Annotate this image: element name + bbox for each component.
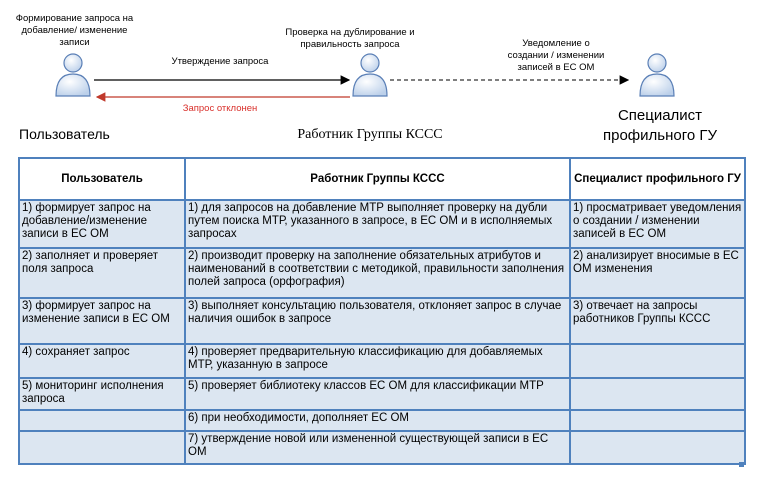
table-cell: 1) просматривает уведомления о создании / изменении записей в ЕС ОМ	[570, 200, 745, 248]
table-cell: 4) сохраняет запрос	[19, 344, 185, 378]
table-row	[19, 431, 745, 464]
notify-arrow-label: Уведомление о создании / изменении записей в ЕС ОМ	[507, 38, 605, 73]
table-resize-handle	[739, 462, 744, 467]
table-cell	[570, 431, 745, 464]
header-worker: Работник Группы КССС	[185, 158, 570, 200]
header-user: Пользователь	[19, 158, 185, 200]
table-cell	[570, 344, 745, 378]
table-cell: 6) при необходимости, дополняет ЕС ОМ	[185, 410, 570, 431]
approve-arrow-label: Утверждение запроса	[171, 56, 269, 67]
table-cell: 3) формирует запрос на изменение записи в ЕС ОМ	[19, 298, 185, 344]
header-specialist: Специалист профильного ГУ	[570, 158, 745, 200]
table-row	[19, 298, 745, 344]
specialist-actor-name: Специалист профильного ГУ	[602, 107, 718, 144]
table-row	[19, 378, 745, 410]
table-cell: 1) формирует запрос на добавление/изменение записи в ЕС ОМ	[19, 200, 185, 248]
table-row	[19, 200, 745, 248]
table-cell: 2) анализирует вносимые в ЕС ОМ изменения	[570, 248, 745, 298]
table-cell: 2) заполняет и проверяет поля запроса	[19, 248, 185, 298]
table-cell: 2) производит проверку на заполнение обязательных атрибутов и наименований в соответствии с методикой, правильности заполнения полей запроса (орфография)	[185, 248, 570, 298]
table-row	[19, 410, 745, 431]
reject-arrow-label: Запрос отклонен	[182, 103, 258, 114]
table-row	[19, 344, 745, 378]
worker-actor-icon	[353, 54, 387, 96]
table-cell: 5) проверяет библиотеку классов ЕС ОМ для классификации МТР	[185, 378, 570, 410]
table-cell: 4) проверяет предварительную классификацию для добавляемых МТР, указанную в запросе	[185, 344, 570, 378]
worker-action-caption: Проверка на дублирование и правильность запроса	[285, 27, 415, 50]
user-action-caption: Формирование запроса на добавление/ изменение записи	[15, 13, 134, 48]
table-header-row	[19, 158, 745, 200]
user-actor-name: Пользователь	[19, 126, 110, 142]
table-cell: 3) выполняет консультацию пользователя, отклоняет запрос в случае наличия ошибок в запросе	[185, 298, 570, 344]
table-row	[19, 248, 745, 298]
table-cell: 7) утверждение новой или измененной существующей записи в ЕС ОМ	[185, 431, 570, 464]
table-cell	[570, 410, 745, 431]
table-cell: 3) отвечает на запросы работников Группы КССС	[570, 298, 745, 344]
user-actor-icon	[56, 54, 90, 96]
table-cell: 1) для запросов на добавление МТР выполняет проверку на дубли путем поиска МТР, указанного в запросе, в ЕС ОМ и в исполняемых запросах	[185, 200, 570, 248]
responsibilities-table	[18, 157, 746, 465]
worker-actor-name: Работник Группы КССС	[297, 127, 443, 142]
table-cell: 5) мониторинг исполнения запроса	[19, 378, 185, 410]
specialist-actor-icon	[640, 54, 674, 96]
table-cell	[19, 410, 185, 431]
table-cell	[19, 431, 185, 464]
table-cell	[570, 378, 745, 410]
